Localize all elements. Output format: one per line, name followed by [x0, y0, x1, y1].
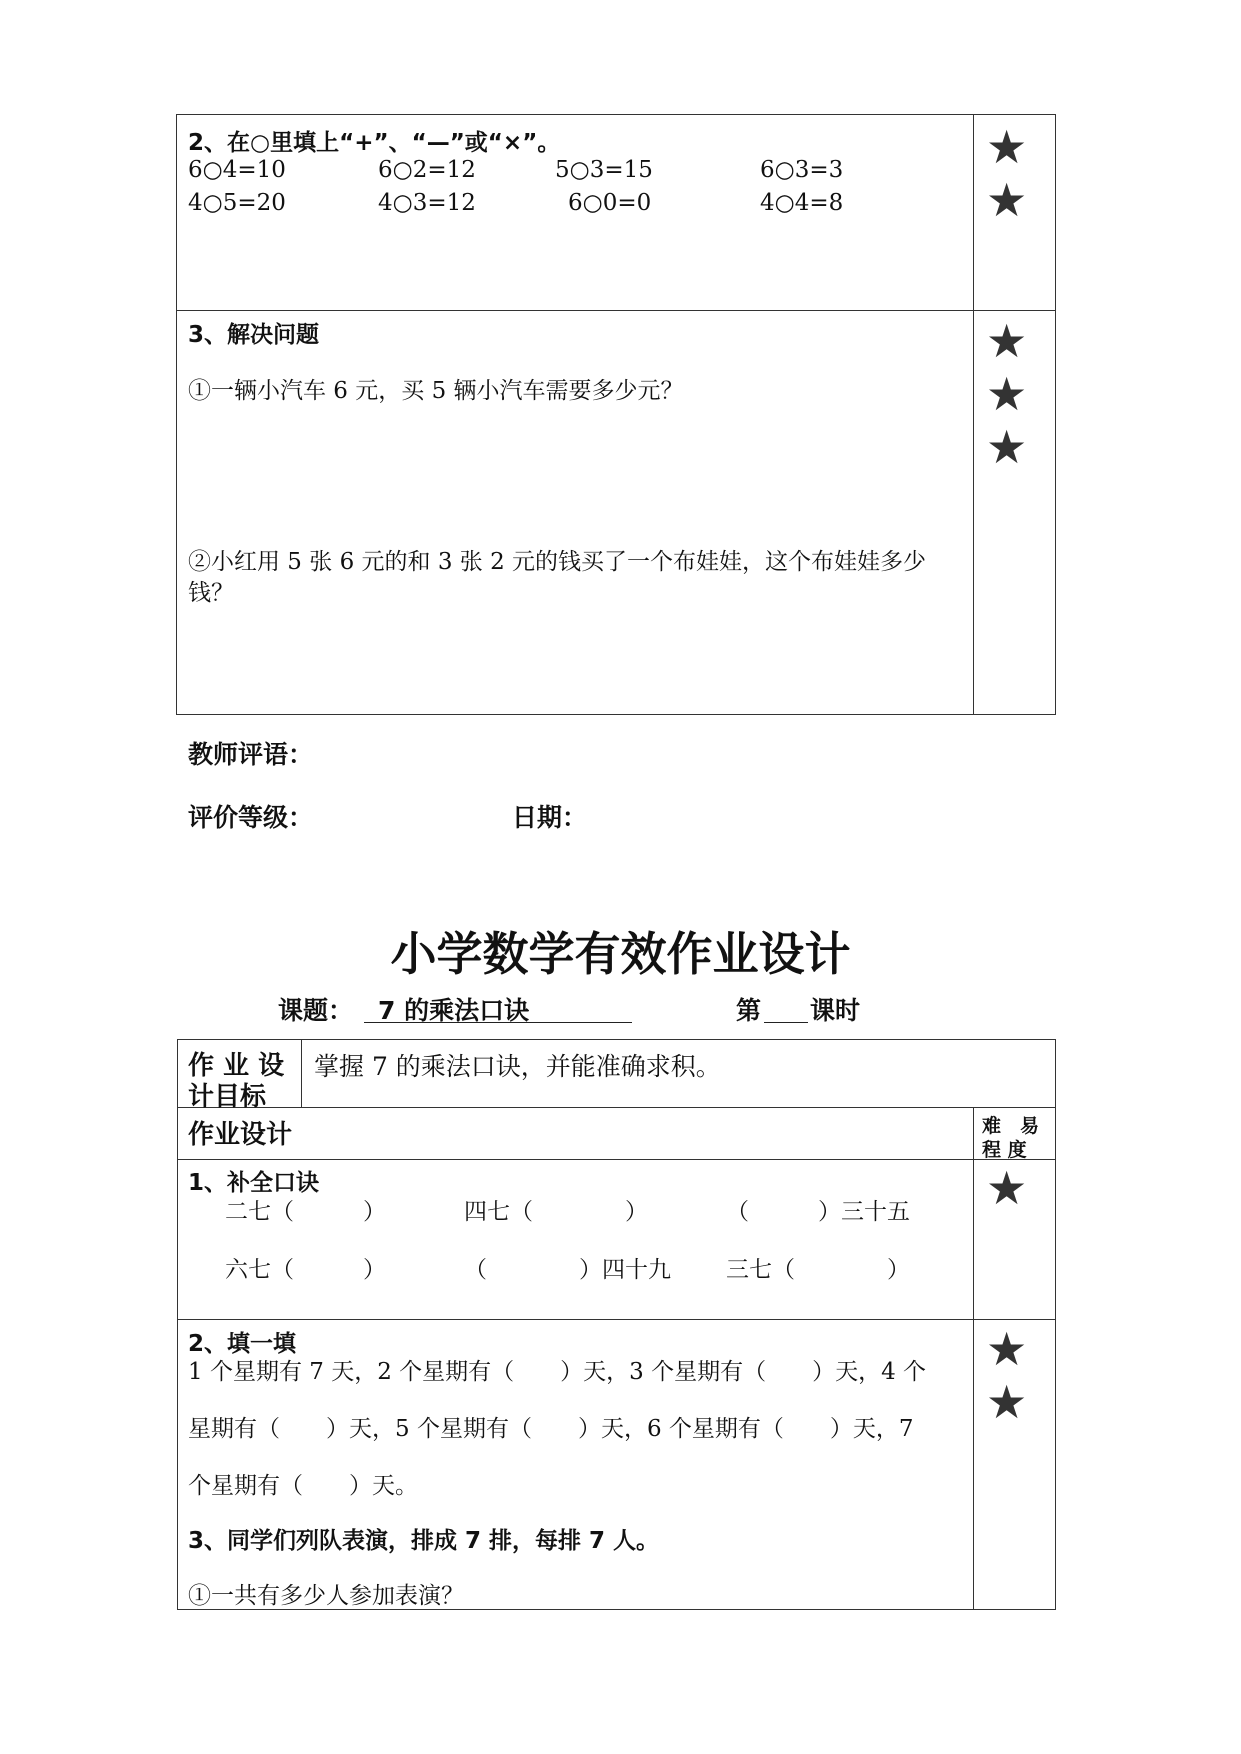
bq2-line-3: 个星期有（ ）天。 — [188, 1473, 418, 1499]
subject-label: 课题： — [278, 996, 354, 1025]
star-icon: ★ — [986, 1322, 1028, 1376]
q3-problem-2-line1: ②小红用 5 张 6 元的和 3 张 2 元的钱买了一个布娃娃，这个布娃娃多少 — [188, 549, 927, 575]
q3-title: 3、解决问题 — [188, 322, 320, 348]
star-icon: ★ — [986, 420, 1028, 474]
q2-title: 2、在○里填上“+”、“—”或“×”。 — [188, 130, 561, 156]
goal-label-divider — [301, 1039, 302, 1107]
bq1-item-1-1: 二七（ ） — [225, 1199, 386, 1225]
q2-eq-1-1: 6○4=10 — [188, 157, 286, 183]
top-table-row-divider — [176, 310, 1056, 311]
star-icon: ★ — [986, 367, 1028, 421]
goal-label-line2: 计目标 — [188, 1082, 267, 1112]
teacher-comment-label: 教师评语： — [188, 740, 314, 769]
difficulty-label-line2: 程 度 — [982, 1139, 1027, 1161]
star-icon: ★ — [986, 1375, 1028, 1429]
date-label: 日期： — [512, 803, 588, 832]
q3-problem-1: ①一辆小汽车 6 元，买 5 辆小汽车需要多少元？ — [188, 378, 684, 404]
difficulty-label-line1: 难 易 — [982, 1115, 1040, 1137]
lesson-prefix: 第 — [736, 996, 762, 1025]
lesson-suffix: 课时 — [810, 996, 861, 1025]
design-header: 作业设计 — [188, 1120, 293, 1150]
goal-text: 掌握 7 的乘法口诀，并能准确求积。 — [314, 1052, 721, 1081]
bq1-title: 1、补全口诀 — [188, 1170, 320, 1196]
header-row-divider — [177, 1159, 1056, 1160]
star-icon: ★ — [986, 1161, 1028, 1215]
q1-row-divider — [177, 1319, 1056, 1320]
bq2-line-1: 1 个星期有 7 天，2 个星期有（ ）天，3 个星期有（ ）天，4 个 — [188, 1359, 927, 1385]
bq1-item-2-1: 六七（ ） — [225, 1257, 386, 1283]
q2-eq-2-3: 6○0=0 — [568, 190, 652, 216]
star-icon: ★ — [986, 120, 1028, 174]
bq3-title: 3、同学们列队表演，排成 7 排，每排 7 人。 — [188, 1528, 660, 1554]
bq1-item-1-3: （ ）三十五 — [726, 1199, 910, 1225]
bq1-item-2-2: （ ）四十九 — [464, 1257, 671, 1283]
q2-eq-1-2: 6○2=12 — [378, 157, 476, 183]
bq2-line-2: 星期有（ ）天，5 个星期有（ ）天，6 个星期有（ ）天，7 — [188, 1416, 914, 1442]
grade-label: 评价等级： — [188, 803, 314, 832]
difficulty-divider — [973, 1107, 974, 1610]
q2-eq-2-1: 4○5=20 — [188, 190, 286, 216]
subject-underline — [364, 1022, 632, 1023]
goal-label-line1: 作 业 设 — [188, 1051, 285, 1081]
top-table-star-divider — [973, 114, 974, 715]
subject-value: 7 的乘法口诀 — [378, 996, 530, 1025]
bq1-item-2-3: 三七（ ） — [726, 1257, 910, 1283]
star-icon: ★ — [986, 314, 1028, 368]
goal-row-divider — [177, 1107, 1056, 1108]
q2-eq-1-3: 5○3=15 — [555, 157, 653, 183]
lesson-blank — [764, 1022, 808, 1023]
q3-problem-2-line2: 钱？ — [188, 580, 234, 606]
bq2-title: 2、填一填 — [188, 1331, 297, 1357]
q2-eq-2-2: 4○3=12 — [378, 190, 476, 216]
q2-eq-1-4: 6○3=3 — [760, 157, 844, 183]
document-title: 小学数学有效作业设计 — [390, 927, 851, 981]
star-icon: ★ — [986, 173, 1028, 227]
bq1-item-1-2: 四七（ ） — [464, 1199, 648, 1225]
q2-eq-2-4: 4○4=8 — [760, 190, 844, 216]
bq3-problem-1: ①一共有多少人参加表演？ — [188, 1583, 464, 1609]
